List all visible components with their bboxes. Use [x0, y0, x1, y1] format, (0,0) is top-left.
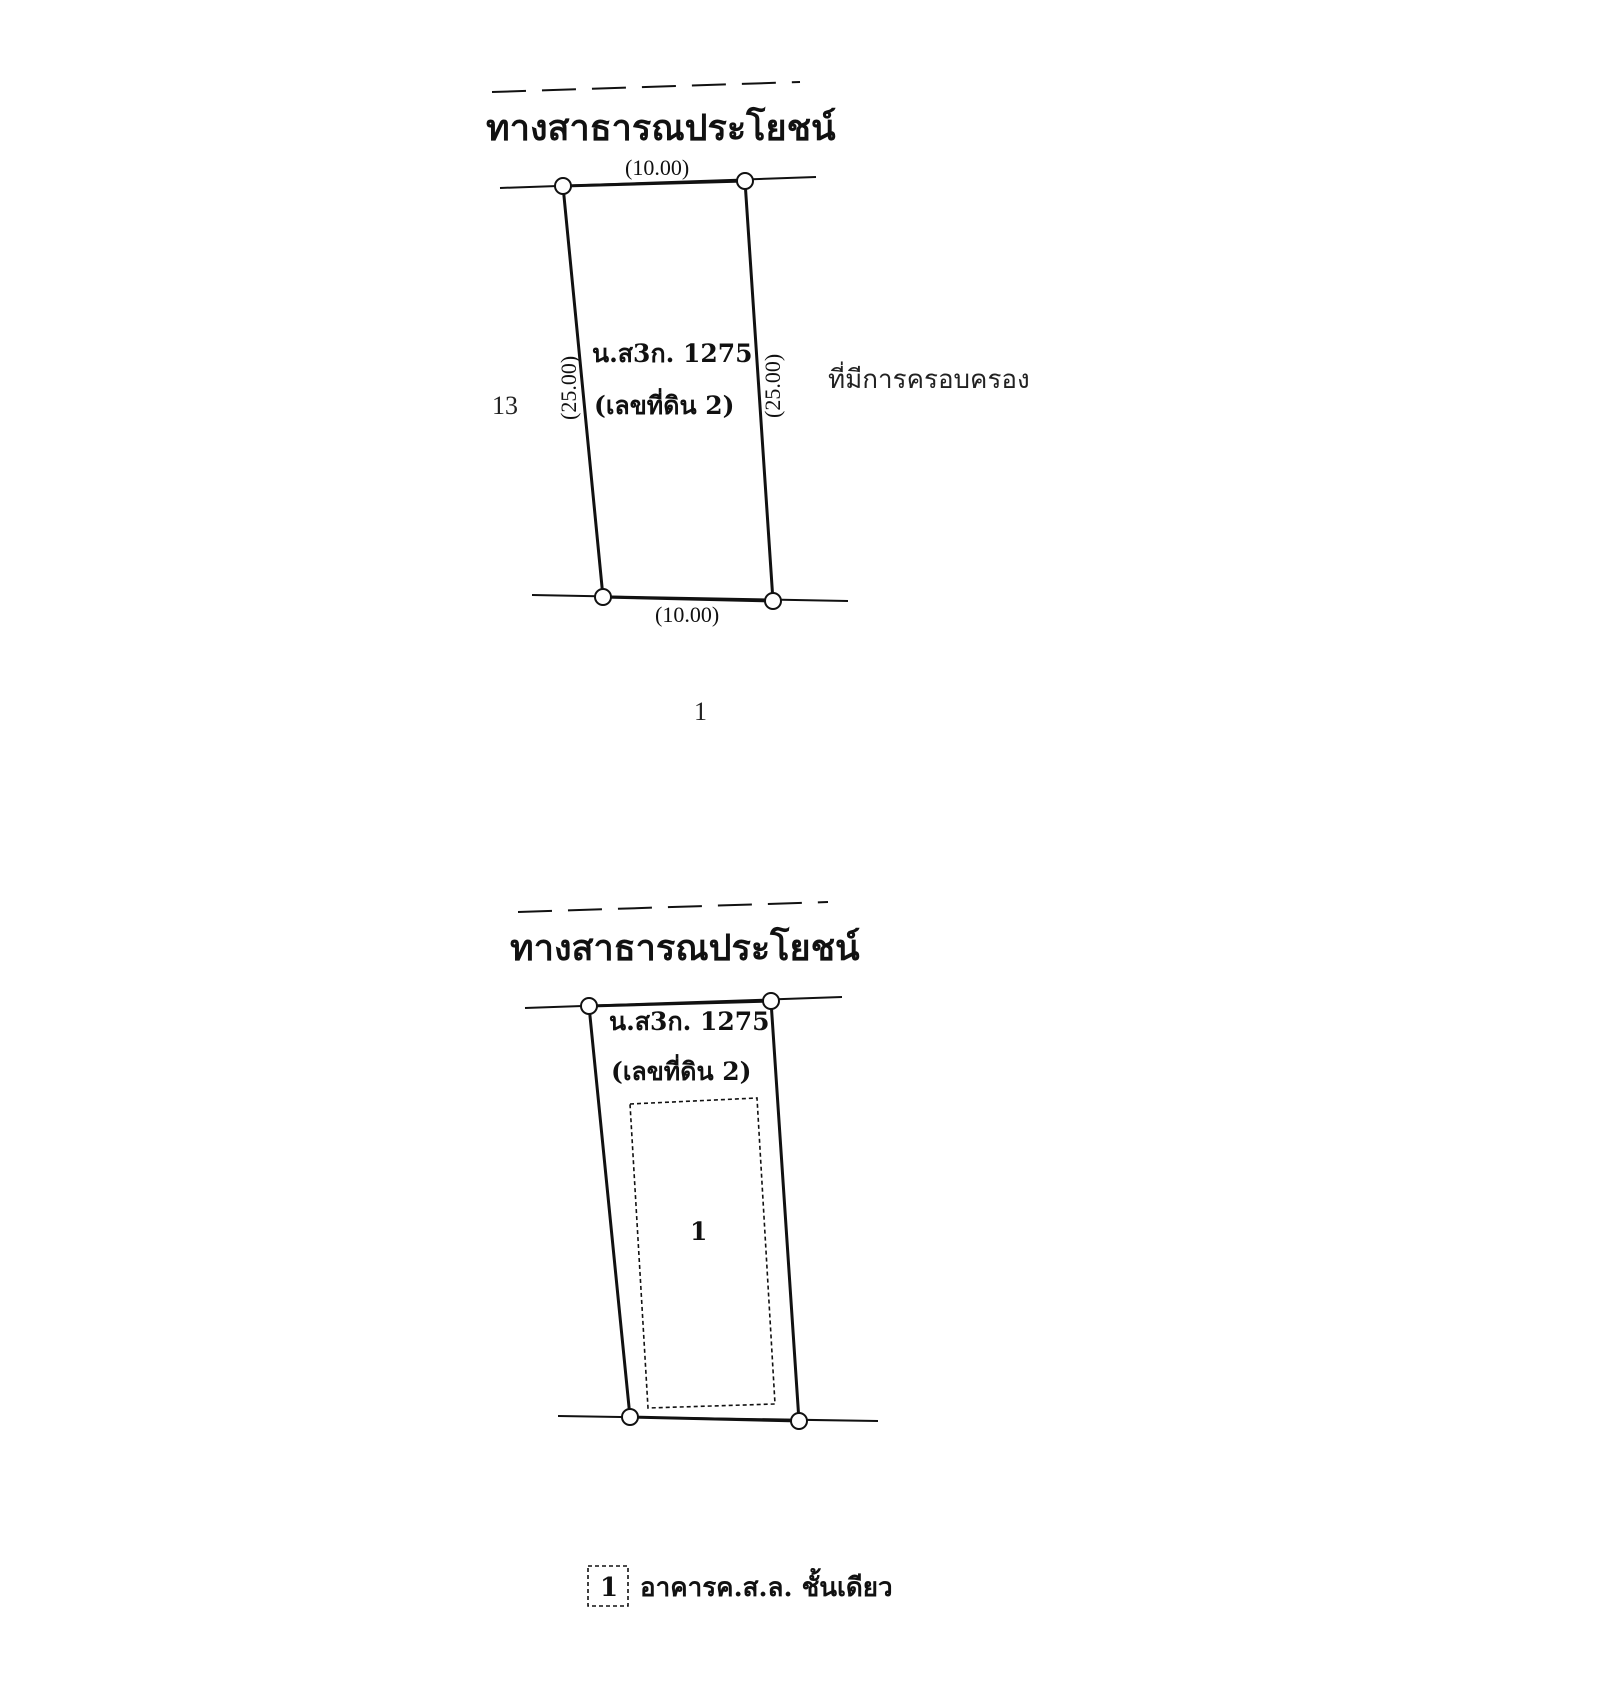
top-plan-right-neighbor: ที่มีการครอบครอง: [828, 365, 1030, 395]
top-plan-parcel-number: (เลขที่ดิน 2): [594, 391, 735, 420]
bottom-plan-peg-bottom-right: [791, 1413, 807, 1429]
top-plan-peg-bottom-left: [595, 589, 611, 605]
bottom-plan-building-number: 1: [690, 1217, 708, 1246]
bottom-plan-peg-top-left: [581, 998, 597, 1014]
top-plan-parcel-id: น.ส3ก. 1275: [592, 339, 753, 368]
top-plan-peg-bottom-right: [765, 593, 781, 609]
bottom-plan-peg-bottom-left: [622, 1409, 638, 1425]
bottom-plan-dashed-road-edge: [518, 902, 828, 912]
bottom-plan-road-label: ทางสาธารณประโยชน์: [510, 927, 860, 969]
top-plan-road-label: ทางสาธารณประโยชน์: [486, 107, 836, 149]
bottom-plan-building-outline: [630, 1098, 775, 1408]
top-plan-dim-bottom: (10.00): [655, 602, 720, 627]
top-plan-left-neighbor: 13: [492, 391, 518, 420]
legend-building-number: 1: [600, 1573, 619, 1603]
bottom-plan-parcel-number: (เลขที่ดิน 2): [611, 1057, 752, 1086]
top-plan-dashed-road-edge: [492, 82, 800, 92]
legend: [588, 1566, 893, 1606]
top-plan-peg-top-left: [555, 178, 571, 194]
top-plan-dim-top: (10.00): [625, 155, 690, 180]
top-plan-bottom-neighbor: 1: [694, 697, 707, 726]
top-plan: [486, 82, 1030, 726]
legend-building-description: อาคารค.ส.ล. ชั้นเดียว: [640, 1573, 893, 1603]
bottom-plan-parcel-id: น.ส3ก. 1275: [609, 1007, 770, 1036]
top-plan-peg-top-right: [737, 173, 753, 189]
top-plan-dim-right: (25.00): [760, 353, 785, 418]
bottom-plan: [510, 902, 878, 1429]
top-plan-dim-left: (25.00): [556, 355, 581, 420]
